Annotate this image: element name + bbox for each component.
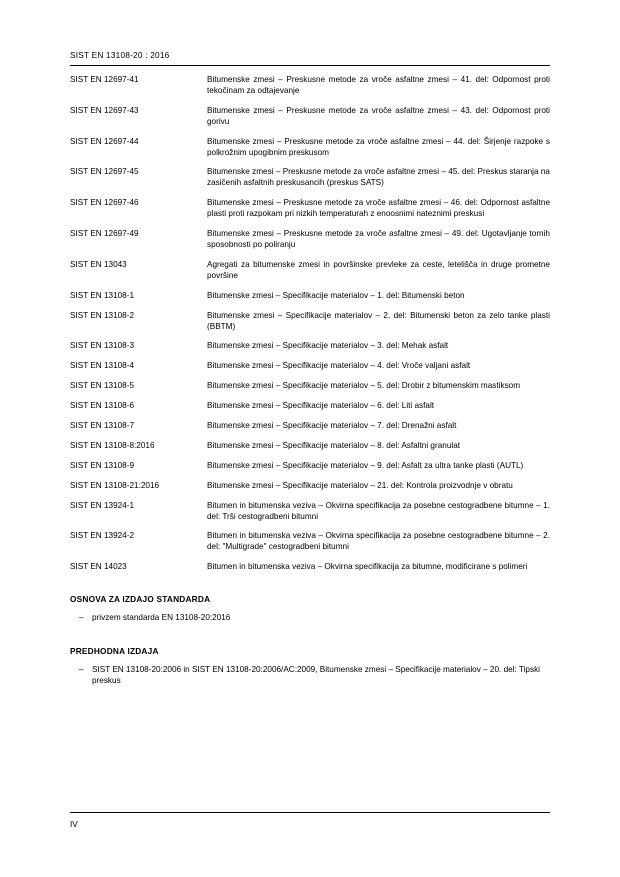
standard-code: SIST EN 13924-2 [70,531,135,541]
standard-code: SIST EN 12697-46 [70,198,139,208]
standard-code: SIST EN 12697-45 [70,167,139,177]
page-number: IV [70,819,78,829]
standard-title: Bitumenske zmesi – Specifikacije materialov – 9. del: Asfalt za ultra tanke plasti (AUTL) [207,460,524,470]
standard-code: SIST EN 13108-7 [70,421,135,431]
section-heading-basis: OSNOVA ZA IZDAJO STANDARDA [70,594,211,605]
standard-title: Bitumenske zmesi – Specifikacije materialov – 5. del: Drobir z bitumenskim mastiksom [207,381,521,391]
table-row [70,198,550,229]
standard-code: SIST EN 13108-8:2016 [70,440,155,450]
standard-code: SIST EN 14023 [70,562,127,572]
table-row [70,381,550,401]
list-item-text: privzem standarda EN 13108-20:2016 [92,613,231,623]
standard-code: SIST EN 13108-6 [70,401,135,411]
standard-code: SIST EN 13108-5 [70,381,135,391]
table-row [70,501,550,532]
standard-title: Bitumenske zmesi – Specifikacije materialov – 6. del: Liti asfalt [207,401,435,411]
table-row [70,137,550,168]
list-item [70,665,550,687]
dash-bullet-icon: – [79,665,84,675]
section-heading-previous-edition: PREDHODNA IZDAJA [70,646,159,657]
standard-code: SIST EN 13924-1 [70,500,135,510]
standard-code: SIST EN 13108-21:2016 [70,480,160,490]
table-row [70,361,550,381]
standard-title: Bitumenske zmesi – Specifikacije materialov – 2. del: Bitumenski beton za zelo tanke plasti (BBTM) [207,310,550,331]
standard-code: SIST EN 13108-2 [70,310,135,320]
standard-title: Bitumenske zmesi – Specifikacije materialov – 7. del: Drenažni asfalt [207,421,457,431]
standard-code: SIST EN 12697-49 [70,229,139,239]
footer-divider [70,812,550,813]
table-row [70,341,550,361]
standard-title: Bitumenske zmesi – Preskusne metode za vroče asfaltne zmesi – 43. del: Odpornost proti gorivu [207,105,550,126]
standard-code: SIST EN 13108-9 [70,460,135,470]
table-row [70,311,550,342]
page-header-title: SIST EN 13108-20 : 2016 [70,50,170,60]
standard-title: Bitumenske zmesi – Specifikacije materialov – 3. del: Mehak asfalt [207,341,449,351]
table-row [70,421,550,441]
standard-title: Bitumenske zmesi – Preskusne metode za vroče asfaltne zmesi – 41. del: Odpornost proti tekočinam za odtajevanje [207,75,550,95]
table-row [70,531,550,562]
table-row [70,229,550,260]
page-footer [70,812,550,829]
standard-title: Bitumen in bitumenska veziva – Okvirna specifikacija za bitumne, modificirane s polimeri [207,562,528,572]
list-item [70,613,550,624]
standard-title: Bitumen in bitumenska veziva – Okvirna specifikacija za posebne cestogradbene bitumne – 1. del: Trši cestogradbeni bitumni [207,500,550,521]
standards-table [70,75,550,582]
standard-title: Bitumenske zmesi – Specifikacije materialov – 8. del: Asfaltni granulat [207,440,461,450]
table-row [70,260,550,291]
table-row [70,401,550,421]
dash-bullet-icon: – [79,613,84,623]
table-row [70,291,550,311]
table-row [70,441,550,461]
standard-title: Bitumenske zmesi – Specifikacije materialov – 21. del: Kontrola proizvodnje v obratu [207,480,513,490]
standard-code: SIST EN 12697-44 [70,136,139,146]
table-row [70,562,550,582]
table-row [70,481,550,501]
header-divider [70,65,550,66]
standard-title: Bitumenske zmesi – Preskusne metode za vroče asfaltne zmesi – 45. del: Preskus staranja na zasičenih asfaltnih preskusancih (preskus SATS) [207,167,550,188]
standard-title: Bitumenske zmesi – Specifikacije materialov – 4. del: Vroče valjani asfalt [207,361,471,371]
standard-code: SIST EN 13108-4 [70,361,135,371]
standard-title: Bitumenske zmesi – Preskusne metode za vroče asfaltne zmesi – 49. del: Ugotavljanje tornih sposobnosti po poliranju [207,229,550,249]
section-spacer [70,628,550,634]
table-row [70,106,550,137]
table-row [70,75,550,106]
table-row [70,461,550,481]
standard-code: SIST EN 13043 [70,259,127,269]
standard-code: SIST EN 13108-3 [70,341,135,351]
standard-code: SIST EN 13108-1 [70,290,135,300]
table-row [70,167,550,198]
standard-title: Bitumenske zmesi – Specifikacije materialov – 1. del: Bitumenski beton [207,290,465,300]
standard-title: Bitumen in bitumenska veziva – Okvirna specifikacija za posebne cestogradbene bitumne – 2. del: "Multigrade" cestogradbeni bitumni [207,531,550,552]
standard-code: SIST EN 12697-41 [70,75,139,84]
page-content [70,50,550,691]
standard-title: Bitumenske zmesi – Preskusne metode za vroče asfaltne zmesi – 46. del: Odpornost asfaltne plasti proti razpokam pri nizkih temperaturah z enoosnimi nateznimi preskusi [207,198,550,219]
list-item-text: SIST EN 13108-20:2006 in SIST EN 13108-20:2006/AC:2009, Bitumenske zmesi – Specifikacije materialov – 20. del: Tipski preskus [92,665,540,686]
standard-title: Bitumenske zmesi – Preskusne metode za vroče asfaltne zmesi – 44. del: Širjenje razpoke s polkrožnim upogibnim preskusom [207,136,550,157]
standards-table-body [70,75,550,582]
standard-code: SIST EN 12697-43 [70,105,139,115]
standard-title: Agregati za bitumenske zmesi in površinske prevleke za ceste, letelišča in druge prometne površine [207,259,550,280]
